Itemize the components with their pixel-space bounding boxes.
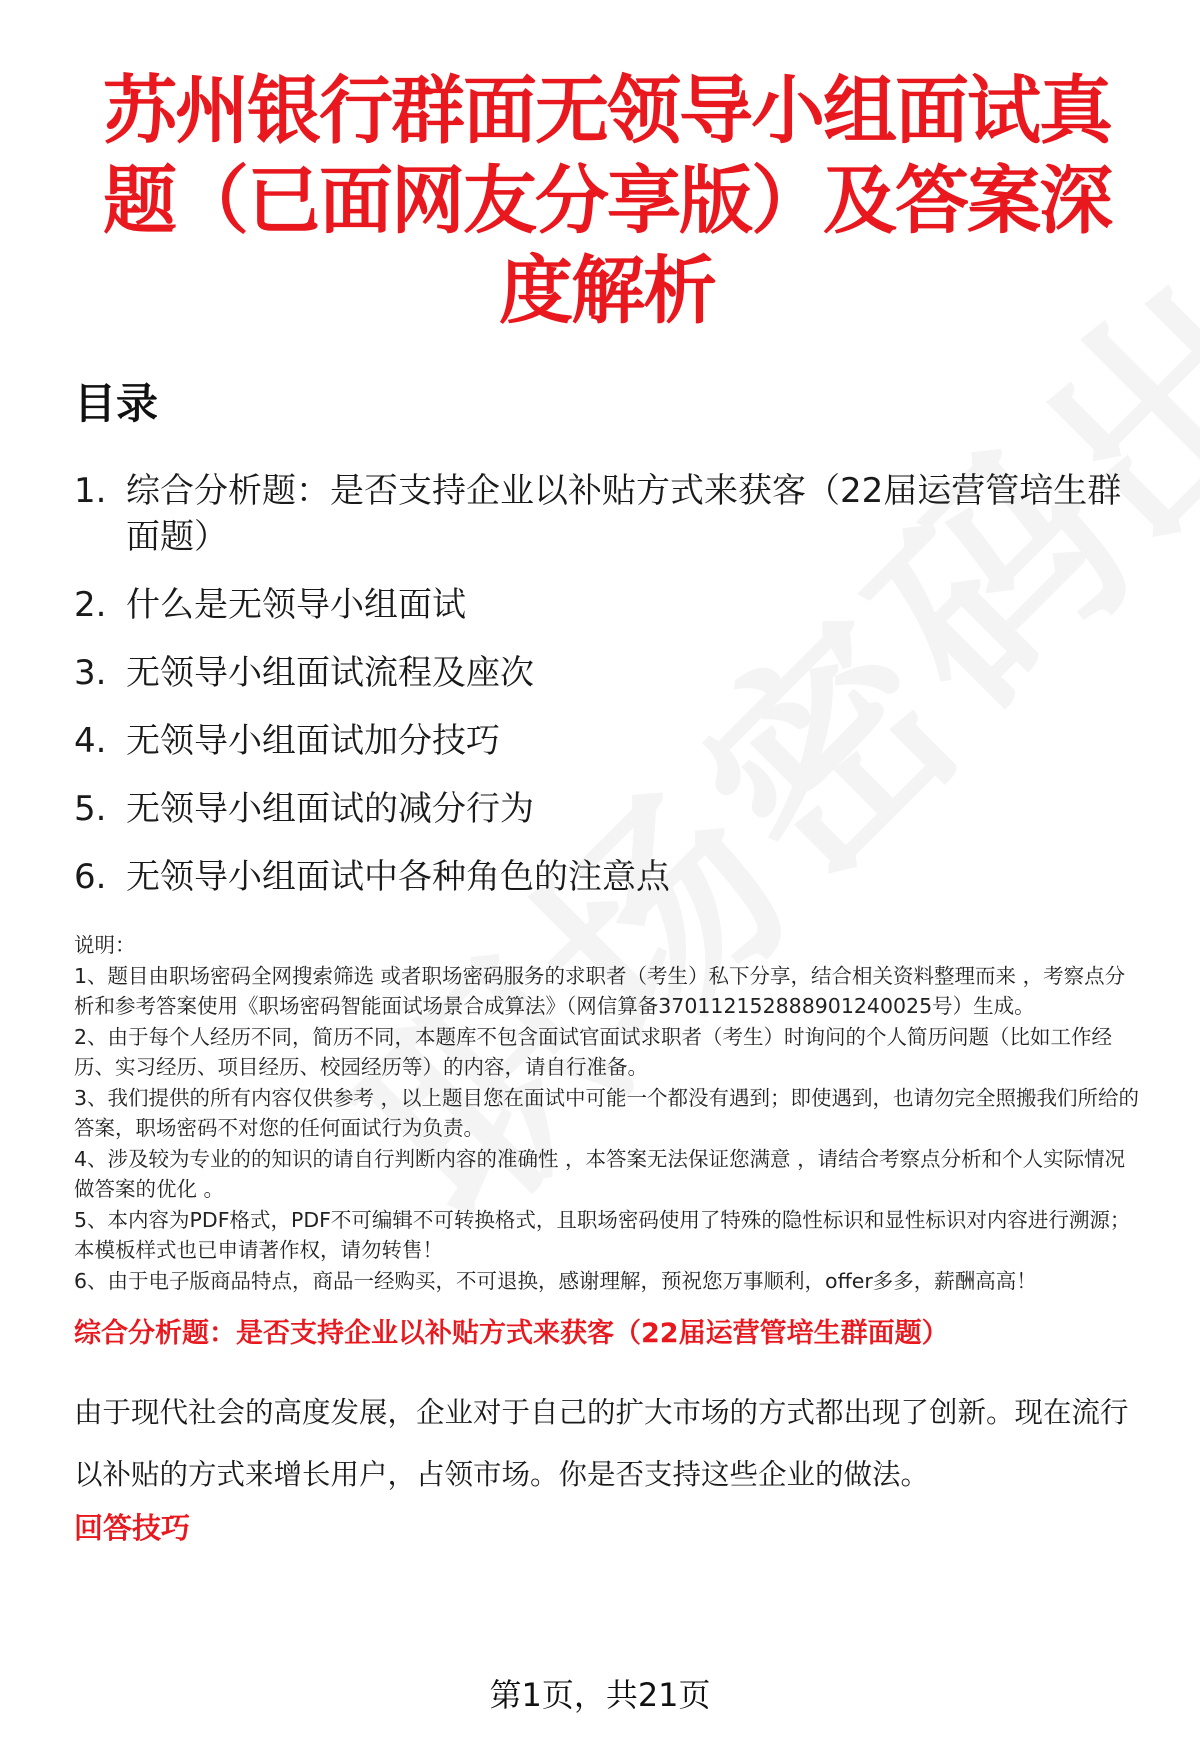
section-title: 综合分析题：是否支持企业以补贴方式来获客（22届运营管培生群面题） [74, 1318, 949, 1349]
toc-item-label: 什么是无领导小组面试 [126, 585, 466, 625]
toc-item[interactable] [74, 854, 1140, 900]
note-item: 1、题目由职场密码全网搜索筛选 或者职场密码服务的求职者（考生）私下分享，结合相关资料整理而来 ，考察点分析和参考答案使用《职场密码智能面试场景合成算法》（网信算备370112152888901240025号）生成。 [74, 963, 1126, 1018]
toc-item-number: 1. [74, 471, 107, 511]
document-title: 苏州银行群面无领导小组面试真题（已面网友分享版）及答案深度解析 [103, 68, 1111, 334]
toc-item[interactable] [74, 786, 1140, 832]
table-of-contents [74, 468, 1140, 900]
answer-tips-heading: 回答技巧 [74, 1511, 191, 1545]
question-text: 由于现代社会的高度发展，企业对于自己的扩大市场的方式都出现了创新。现在流行以补贴的方式来增长用户，占领市场。你是否支持这些企业的做法。 [74, 1396, 1129, 1491]
toc-item-number: 6. [74, 857, 107, 897]
toc-item[interactable] [74, 582, 1140, 628]
note-item: 2、由于每个人经历不同，简历不同，本题库不包含面试官面试求职者（考生）时询问的个人简历问题（比如工作经历、实习经历、项目经历、校园经历等）的内容，请自行准备。 [74, 1024, 1113, 1079]
note-item: 4、涉及较为专业的的知识的请自行判断内容的准确性 ，本答案无法保证您满意 ，请结合考察点分析和个人实际情况做答案的优化 。 [74, 1146, 1126, 1201]
toc-item-number: 5. [74, 789, 107, 829]
toc-item-label: 无领导小组面试流程及座次 [126, 653, 534, 693]
toc-item[interactable] [74, 650, 1140, 696]
toc-heading: 目录 [74, 379, 159, 428]
toc-item-label: 综合分析题：是否支持企业以补贴方式来获客（22届运营管培生群面题） [126, 471, 1122, 557]
page-number: 第1页，共21页 [489, 1676, 711, 1714]
toc-item-label: 无领导小组面试中各种角色的注意点 [126, 857, 670, 897]
note-item: 6、由于电子版商品特点，商品一经购买，不可退换，感谢理解，预祝您万事顺利，offer多多，薪酬高高！ [74, 1268, 1037, 1293]
toc-item-label: 无领导小组面试的减分行为 [126, 789, 534, 829]
note-item: 3、我们提供的所有内容仅供参考 ，以上题目您在面试中可能一个都没有遇到；即使遇到，也请勿完全照搬我们所给的答案，职场密码不对您的任何面试行为负责。 [74, 1085, 1140, 1140]
notes-heading: 说明： [74, 933, 136, 957]
note-item: 5、本内容为PDF格式，PDF不可编辑不可转换格式，且职场密码使用了特殊的隐性标识和显性标识对内容进行溯源；本模板样式也已申请著作权，请勿转售！ [74, 1207, 1131, 1262]
toc-item[interactable] [74, 718, 1140, 764]
disclaimer-notes [74, 930, 1140, 1296]
toc-item-number: 2. [74, 585, 107, 625]
toc-item-label: 无领导小组面试加分技巧 [126, 721, 500, 761]
toc-item[interactable] [74, 468, 1140, 560]
toc-item-number: 3. [74, 653, 107, 693]
toc-item-number: 4. [74, 721, 107, 761]
